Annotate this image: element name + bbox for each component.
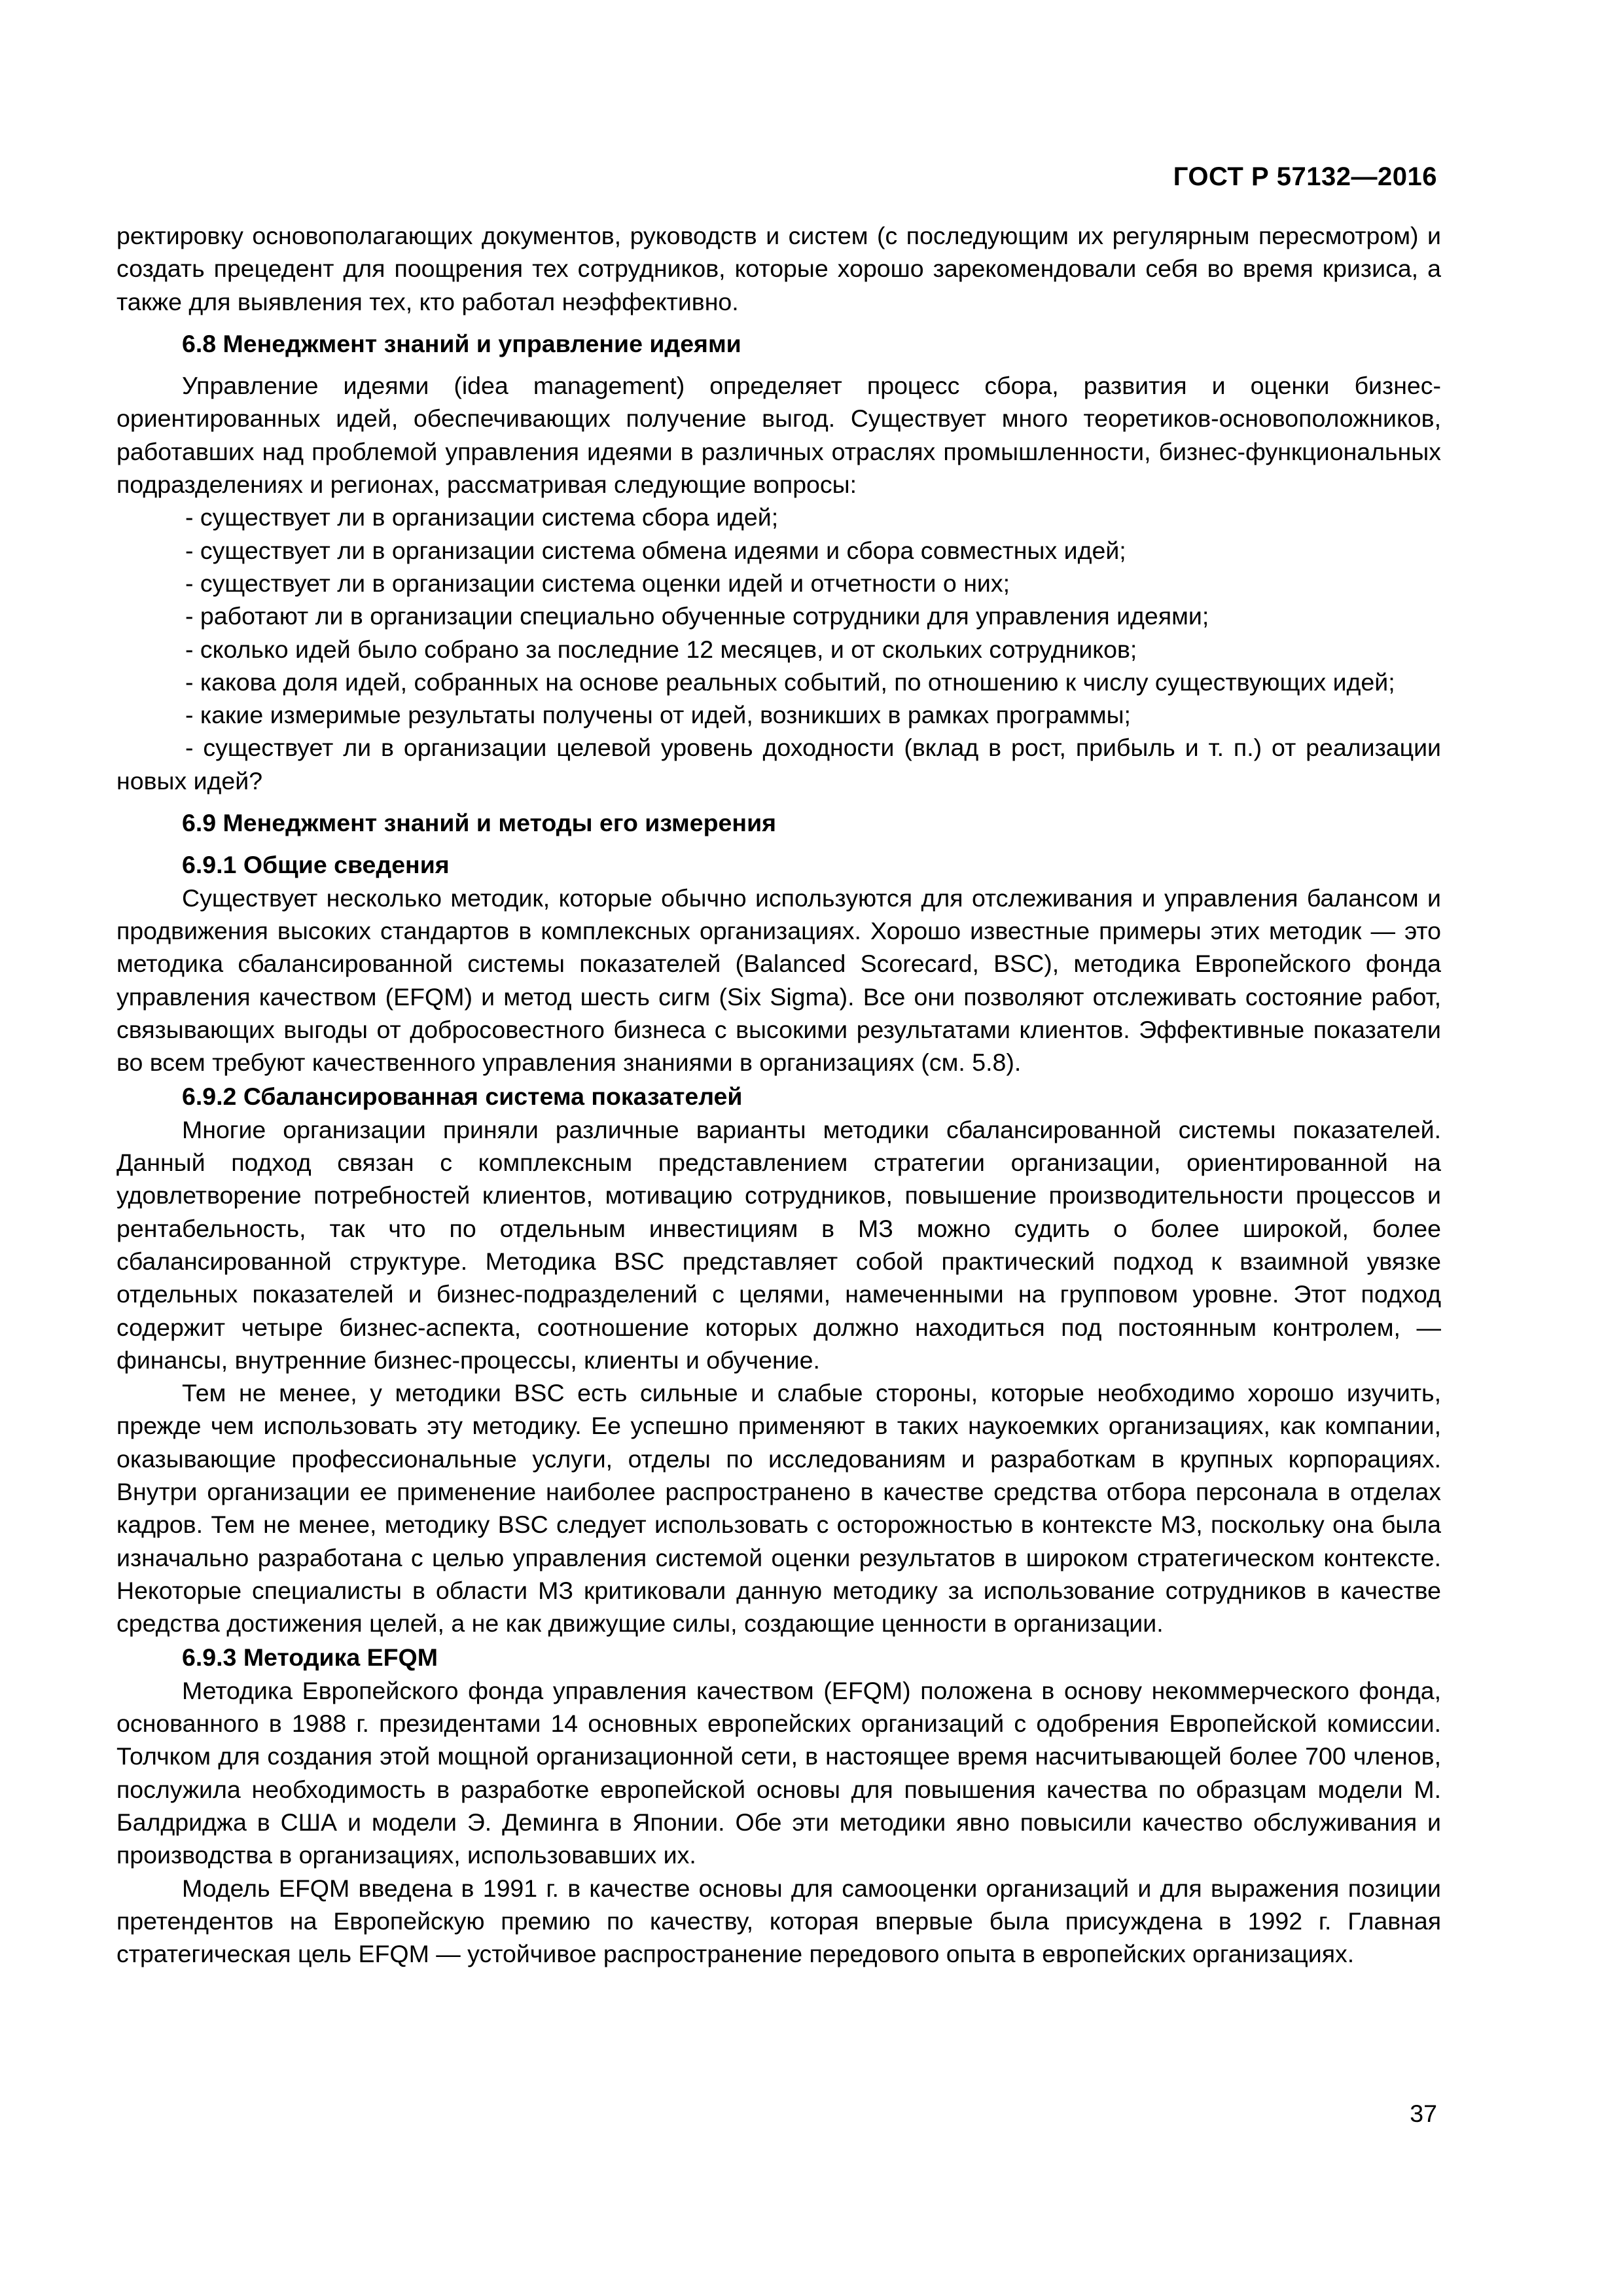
paragraph-6-9-2-1: Многие организации приняли различные варианты методики сбалансированной системы показателей. Данный подход связан с комплексным представлением стратегии организации, ориентированной на удовлетворение потребностей клиентов, мотивацию сотрудников, повышение производительности процессов и рентабельность, так что по отдельным инвестициям в МЗ можно судить о более широкой, более сбалансированной структуре. Методика BSC представляет собой практический подход к взаимной увязке отдельных показателей и бизнес-подразделений с целями, намеченными на групповом уровне. Этот подход содержит четыре бизнес-аспекта, соотношение которых должно находиться под постоянным контролем, — финансы, внутренние бизнес-процессы, клиенты и обучение.: [116, 1115, 1441, 1374]
heading-6-9-1: 6.9.1 Общие сведения: [182, 851, 450, 879]
page-content: [116, 219, 1441, 1970]
list-item: - существует ли в организации система обмена идеями и сбора совместных идей;: [185, 536, 1126, 564]
heading-6-9-3: 6.9.3 Методика EFQM: [182, 1643, 438, 1672]
paragraph-intro: ректировку основополагающих документов, руководств и систем (с последующим их регулярным пересмотром) и создать прецедент для поощрения тех сотрудников, которые хорошо зарекомендовали себя во время кризиса, а также для выявления тех, кто работал неэффективно.: [116, 222, 1441, 315]
paragraph-6-8-1: Управление идеями (idea management) определяет процесс сбора, развития и оценки бизнес-ориентированных идей, обеспечивающих получение выгод. Существует много теоретиков-основоположников, работавших над проблемой управления идеями в различных отраслях промышленности, бизнес-функциональных подразделениях и регионах, рассматривая следующие вопросы:: [116, 372, 1441, 499]
list-item: - какова доля идей, собранных на основе реальных событий, по отношению к числу существующих идей;: [185, 668, 1395, 696]
paragraph-6-9-3-1: Методика Европейского фонда управления качеством (EFQM) положена в основу некоммерческого фонда, основанного в 1988 г. президентами 14 основных европейских организаций с одобрения Европейской комиссии. Толчком для создания этой мощной организационной сети, в настоящее время насчитывающей более 700 членов, послужила необходимость в разработке европейской основы для повышения качества по образцам модели М. Балдриджа в США и модели Э. Деминга в Японии. Обе эти методики явно повысили качество обслуживания и производства в организациях, использовавших их.: [116, 1676, 1441, 1869]
heading-6-9: 6.9 Менеджмент знаний и методы его измерения: [182, 809, 777, 837]
paragraph-6-9-3-2: Модель EFQM введена в 1991 г. в качестве основы для самооценки организаций и для выражения позиции претендентов на Европейскую премию по качеству, которая впервые была присуждена в 1992 г. Главная стратегическая цель EFQM — устойчивое распространение передового опыта в европейских организациях.: [116, 1874, 1441, 1968]
heading-6-9-2: 6.9.2 Сбалансированная система показателей: [182, 1083, 743, 1111]
list-item: - работают ли в организации специально обученные сотрудники для управления идеями;: [185, 602, 1209, 630]
page-header: ГОСТ Р 57132—2016: [1173, 162, 1437, 191]
list-item: - существует ли в организации система оценки идей и отчетности о них;: [185, 569, 1010, 597]
paragraph-6-9-1: Существует несколько методик, которые обычно используются для отслеживания и управления балансом и продвижения высоких стандартов в комплексных организациях. Хорошо известные примеры этих методик — это методика сбалансированной системы показателей (Balanced Scorecard, BSC), методика Европейского фонда управления качеством (EFQM) и метод шесть сигм (Six Sigma). Все они позволяют отслеживать состояние работ, связывающих выгоды от добросовестного бизнеса с высокими результатами клиентов. Эффективные показатели во всем требуют качественного управления знаниями в организациях (см. 5.8).: [116, 884, 1441, 1077]
paragraph-6-9-2-2: Тем не менее, у методики BSC есть сильные и слабые стороны, которые необходимо хорошо изучить, прежде чем использовать эту методику. Ее успешно применяют в таких наукоемких организациях, как компании, оказывающие профессиональные услуги, отделы по исследованиям и разработкам в крупных корпорациях. Внутри организации ее применение наиболее распространено в качестве средства отбора персонала в отделах кадров. Тем не менее, методику BSC следует использовать с осторожностью в контексте МЗ, поскольку она была изначально разработана с целью управления системой оценки результатов в широком стратегическом контексте. Некоторые специалисты в области МЗ критиковали данную методику за использование сотрудников в качестве средства достижения целей, а не как движущие силы, создающие ценности в организации.: [116, 1379, 1441, 1638]
list-item: - существует ли в организации система сбора идей;: [185, 503, 779, 531]
page-number: 37: [1410, 2100, 1437, 2127]
heading-6-8: 6.8 Менеджмент знаний и управление идеями: [182, 329, 741, 357]
list-item: - какие измеримые результаты получены от идей, возникших в рамках программы;: [185, 701, 1131, 729]
list-item: - существует ли в организации целевой уровень доходности (вклад в рост, прибыль и т. п.) от реализации новых идей?: [116, 734, 1441, 795]
list-item: - сколько идей было собрано за последние 12 месяцев, и от скольких сотрудников;: [185, 635, 1137, 663]
